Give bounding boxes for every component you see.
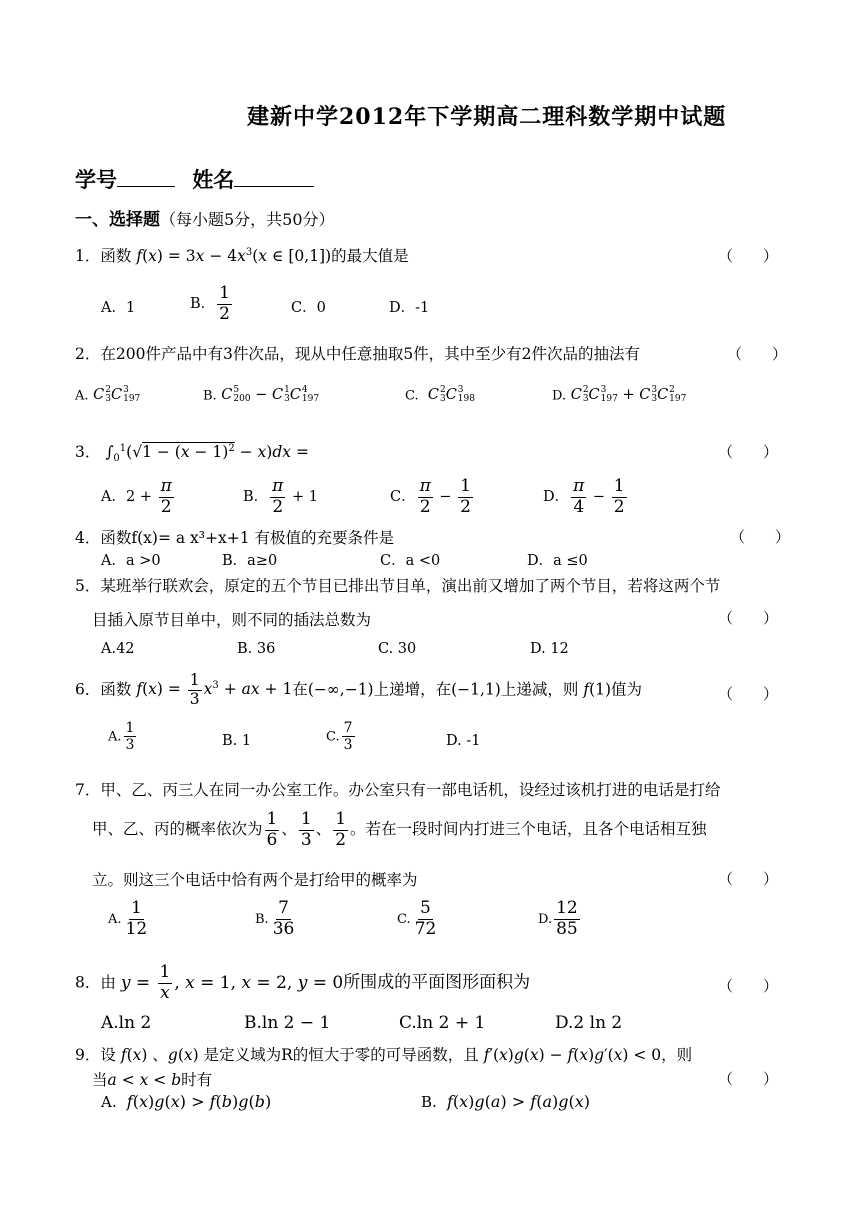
question-number: 6． [75,680,101,699]
question-number: 8． [75,973,101,992]
option-label: C. [397,912,411,928]
name-blank[interactable] [234,186,314,187]
option-d[interactable]: D. C 2 3 C 3 197 + C 3 3 C 2 197 [552,385,687,405]
name-label: 姓名 [192,167,235,192]
answer-paren[interactable]: （ ） [718,685,779,703]
question-number: 7． [75,781,101,799]
question-number: 1． [75,247,101,265]
option-c[interactable]: C． $\frac{\pi}{2}$ − $\frac{1}{2}$ [390,476,471,517]
student-info [75,164,314,194]
question-number: 2． [75,345,101,363]
math-expression: f(x) = $\frac{1}{3}$ $x^3$ + ax + 1 [136,671,293,708]
option-c[interactable]: C.ln 2 + 1 [399,1013,486,1033]
question-stem: 所围成的平面图形面积为 [343,972,531,993]
option-a[interactable]: A. $\frac{1}{12}$ [108,898,148,939]
option-a[interactable]: A. C 2 3 C 3 197 [75,385,141,405]
option-label: C. [405,388,419,404]
option-label: C. [326,729,340,745]
option-label: B． [190,296,216,313]
answer-paren[interactable]: （ ） [727,345,788,363]
option-b[interactable]: B.ln 2 − 1 [244,1013,331,1033]
question-stem: 的最大值是 [331,247,409,265]
page-title: 建新中学2012年下学期高二理科数学期中试题 [247,104,727,130]
question-stem: 时有 [181,1071,213,1089]
option-c[interactable]: C. 30 [378,641,417,657]
question-9: 9．设 f(x) 、g(x) 是定义域为R的恒大于零的可导函数，且 f′(x)g(x) − f(x)g′(x) < 0，则 [75,1046,693,1064]
answer-paren[interactable]: （ ） [730,528,791,546]
answer-paren[interactable]: （ ） [718,609,779,627]
question-3 [75,440,309,464]
option-c[interactable]: C．0 [291,300,326,316]
option-d[interactable]: D. 12 [530,641,569,657]
option-label: B. [203,388,217,404]
question-2 [75,342,640,364]
question-7-line3: 立。则这三个电话中恰有两个是打给甲的概率为 [92,871,418,889]
option-b[interactable]: B. C 5 200 − C 1 3 C 4 197 [203,385,320,405]
question-stem: 函数 [100,680,132,699]
question-number: 5． [75,577,101,595]
option-b[interactable]: B． $\frac{1}{2}$ [190,283,230,324]
answer-paren[interactable]: （ ） [718,443,779,461]
question-stem: 甲、乙、丙的概率依次为 [92,820,263,839]
question-number: 3． [75,443,101,461]
section-note: （每小题5分，共50分） [160,210,335,229]
question-stem: 在200件产品中有3件次品，现从中任意抽取5件，其中至少有2件次品的抽法有 [100,345,641,363]
option-a[interactable]: A.42 [101,641,135,657]
answer-paren[interactable]: （ ） [718,870,779,888]
option-b[interactable]: B． $\frac{\pi}{2}$ + 1 [243,476,318,517]
question-stem: 甲、乙、丙三人在同一办公室工作。办公室只有一部电话机，设经过该机打进的电话是打给 [100,781,721,799]
option-d[interactable]: D. $\frac{12}{85}$ [538,898,578,939]
option-d[interactable]: D．a ≤0 [527,553,588,569]
question-stem: 是定义域为R的恒大于零的可导函数，且 [203,1046,479,1064]
option-label: A． [101,489,126,506]
option-label: B. [421,1093,437,1111]
question-number: 9． [75,1046,101,1064]
answer-paren[interactable]: （ ） [718,247,779,265]
option-b[interactable]: B. $\frac{7}{36}$ [255,898,295,939]
question-1: 1．函数 $f(x) = 3x - 4x^3(x$ ∈ [0,1])的最大值是 [75,246,409,265]
option-a[interactable]: A. $\frac{1}{3}$ [108,720,135,754]
section-heading [75,205,335,230]
question-4 [75,526,394,548]
option-a[interactable]: A.ln 2 [101,1013,152,1033]
option-label: A. [75,388,89,404]
option-label: B． [243,489,269,506]
math-expression: f [136,247,143,265]
option-d[interactable]: D．-1 [389,300,430,316]
question-5-line2: 目插入原节目单中，则不同的插法总数为 [92,611,372,629]
option-d[interactable]: D. -1 [446,733,481,749]
option-c[interactable]: C. $\frac{5}{72}$ [397,898,437,939]
question-stem: 由 [100,973,116,992]
option-d[interactable]: D． $\frac{\pi}{4}$ − $\frac{1}{2}$ [543,476,625,517]
option-a[interactable]: A．1 [101,300,136,316]
option-label: A. [108,912,122,928]
section-title: 一、选择题 [75,210,160,230]
option-c[interactable]: C. C 2 3 C 3 198 [405,385,475,405]
student-id-blank[interactable] [117,186,175,187]
answer-paren[interactable]: （ ） [718,977,779,995]
question-stem: ，则 [661,1046,693,1064]
option-c[interactable]: C. $\frac{7}{3}$ [326,720,353,754]
student-id-label: 学号 [75,167,117,192]
option-label: A. [108,729,122,745]
option-a[interactable]: A．a >0 [101,553,161,569]
question-6: 6．函数 f(x) = $\frac{1}{3}$ $x^3$ + ax + 1在(−∞,−1)上递增，在(−1,1)上递减，则 f(1)值为 [75,671,643,708]
option-label: B. [255,912,269,928]
question-9-line2: 当a < x < b时有 [92,1071,213,1089]
question-stem: 函数f(x)= a x³+x+1 有极值的充要条件是 [100,529,394,547]
option-label: A. [101,1093,117,1111]
question-stem: 在 [292,680,308,699]
question-stem: 上递减，则 [500,680,579,699]
math-expression: y = $\frac{1}{x}$ , x = 1, x = 2, y = 0 [120,962,344,1003]
question-stem: 当 [92,1071,108,1089]
math-expression: $\int_0^1(√1 - (x - 1)^2 - x)dx$ = [105,442,309,465]
option-label: D. [552,388,567,404]
question-stem: 上递增，在 [373,680,452,699]
option-d[interactable]: D.2 ln 2 [555,1013,623,1033]
question-stem: 函数 [100,247,132,265]
option-b[interactable]: B. f(x)g(a) > f(a)g(x) [421,1092,591,1111]
question-stem: 值为 [611,680,643,699]
option-label: D. [538,912,553,928]
option-c[interactable]: C．a <0 [380,553,441,569]
option-label: D． [543,489,570,506]
question-stem: 某班举行联欢会，原定的五个节目已排出节目单，演出前又增加了两个节目，若将这两个节 [100,577,721,595]
question-stem: 。若在一段时间内打进三个电话，且各个电话相互独 [350,820,707,839]
option-b[interactable]: B. 36 [237,641,276,657]
question-7 [75,778,720,800]
option-label: C． [390,489,416,506]
question-7-line2: 甲、乙、丙的概率依次为 $\frac{1}{6}$ 、 $\frac{1}{3}$ 、 $\frac{1}{2}$ 。若在一段时间内打进三个电话，且各个电话相互独 [92,809,707,850]
question-stem: 设 [100,1046,116,1064]
question-5 [75,574,720,596]
option-b[interactable]: B. 1 [222,733,252,749]
question-number: 4． [75,529,101,547]
question-8 [75,963,530,1003]
option-b[interactable]: B．a≥0 [222,553,278,569]
option-a[interactable]: A．2 + $\frac{\pi}{2}$ [101,476,172,517]
answer-paren[interactable]: （ ） [718,1070,779,1088]
option-a[interactable]: A. f(x)g(x) > f(b)g(b) [101,1092,272,1111]
